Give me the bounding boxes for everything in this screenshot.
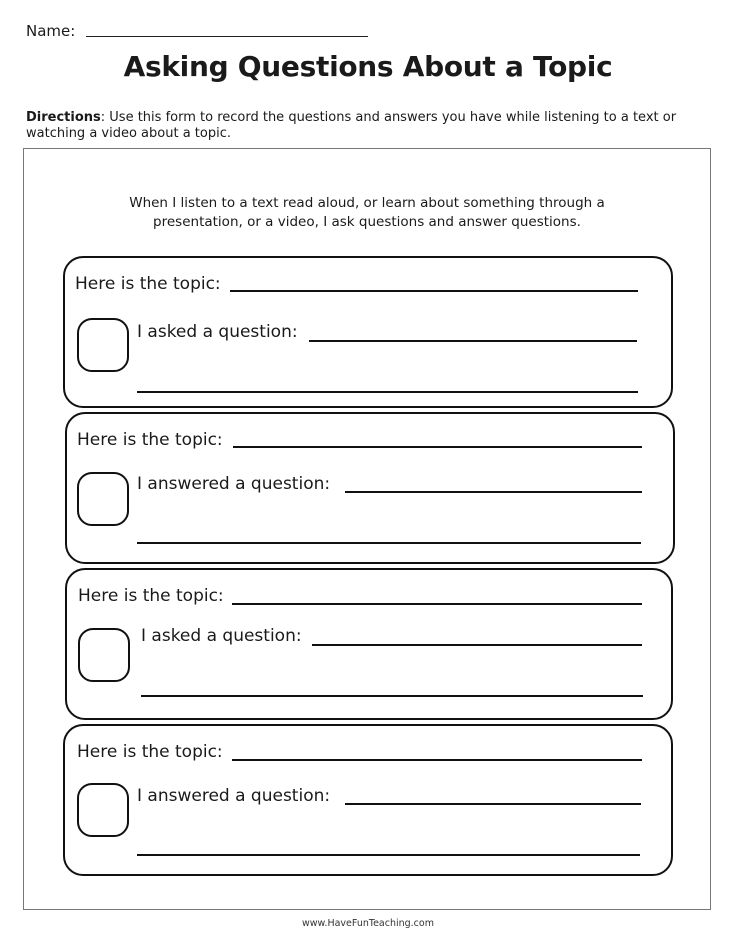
directions-label: Directions — [26, 110, 101, 125]
question-write-line[interactable] — [309, 340, 637, 342]
question-write-line[interactable] — [345, 491, 642, 493]
checkbox[interactable] — [77, 472, 129, 526]
checkbox[interactable] — [77, 318, 129, 372]
topic-label: Here is the topic: — [77, 430, 223, 450]
answer-write-line[interactable] — [137, 854, 640, 856]
intro-text: When I listen to a text read aloud, or learn about something through a presentation, or a video, I ask questions and answer questions. — [129, 195, 605, 230]
directions-text: : Use this form to record the questions and answers you have while listening to a text or watching a video about a topic. — [26, 110, 677, 141]
topic-label: Here is the topic: — [77, 742, 223, 762]
question-write-line[interactable] — [312, 644, 642, 646]
question-label: I answered a question: — [137, 786, 331, 806]
topic-write-line[interactable] — [233, 446, 642, 448]
name-write-line[interactable] — [86, 36, 368, 37]
page-title: Asking Questions About a Topic — [123, 50, 613, 83]
answer-write-line[interactable] — [137, 542, 641, 544]
topic-label: Here is the topic: — [78, 586, 224, 606]
answer-write-line[interactable] — [137, 391, 638, 393]
directions — [26, 110, 716, 142]
question-write-line[interactable] — [345, 803, 641, 805]
checkbox[interactable] — [77, 783, 129, 837]
question-label: I answered a question: — [137, 474, 331, 494]
topic-write-line[interactable] — [232, 759, 642, 761]
topic-write-line[interactable] — [230, 290, 638, 292]
question-label: I asked a question: — [137, 322, 298, 342]
name-label: Name: — [26, 22, 76, 40]
topic-write-line[interactable] — [232, 603, 642, 605]
footer-url: www.HaveFunTeaching.com — [302, 918, 434, 929]
checkbox[interactable] — [78, 628, 130, 682]
topic-label: Here is the topic: — [75, 274, 221, 294]
answer-write-line[interactable] — [141, 695, 643, 697]
question-label: I asked a question: — [141, 626, 302, 646]
